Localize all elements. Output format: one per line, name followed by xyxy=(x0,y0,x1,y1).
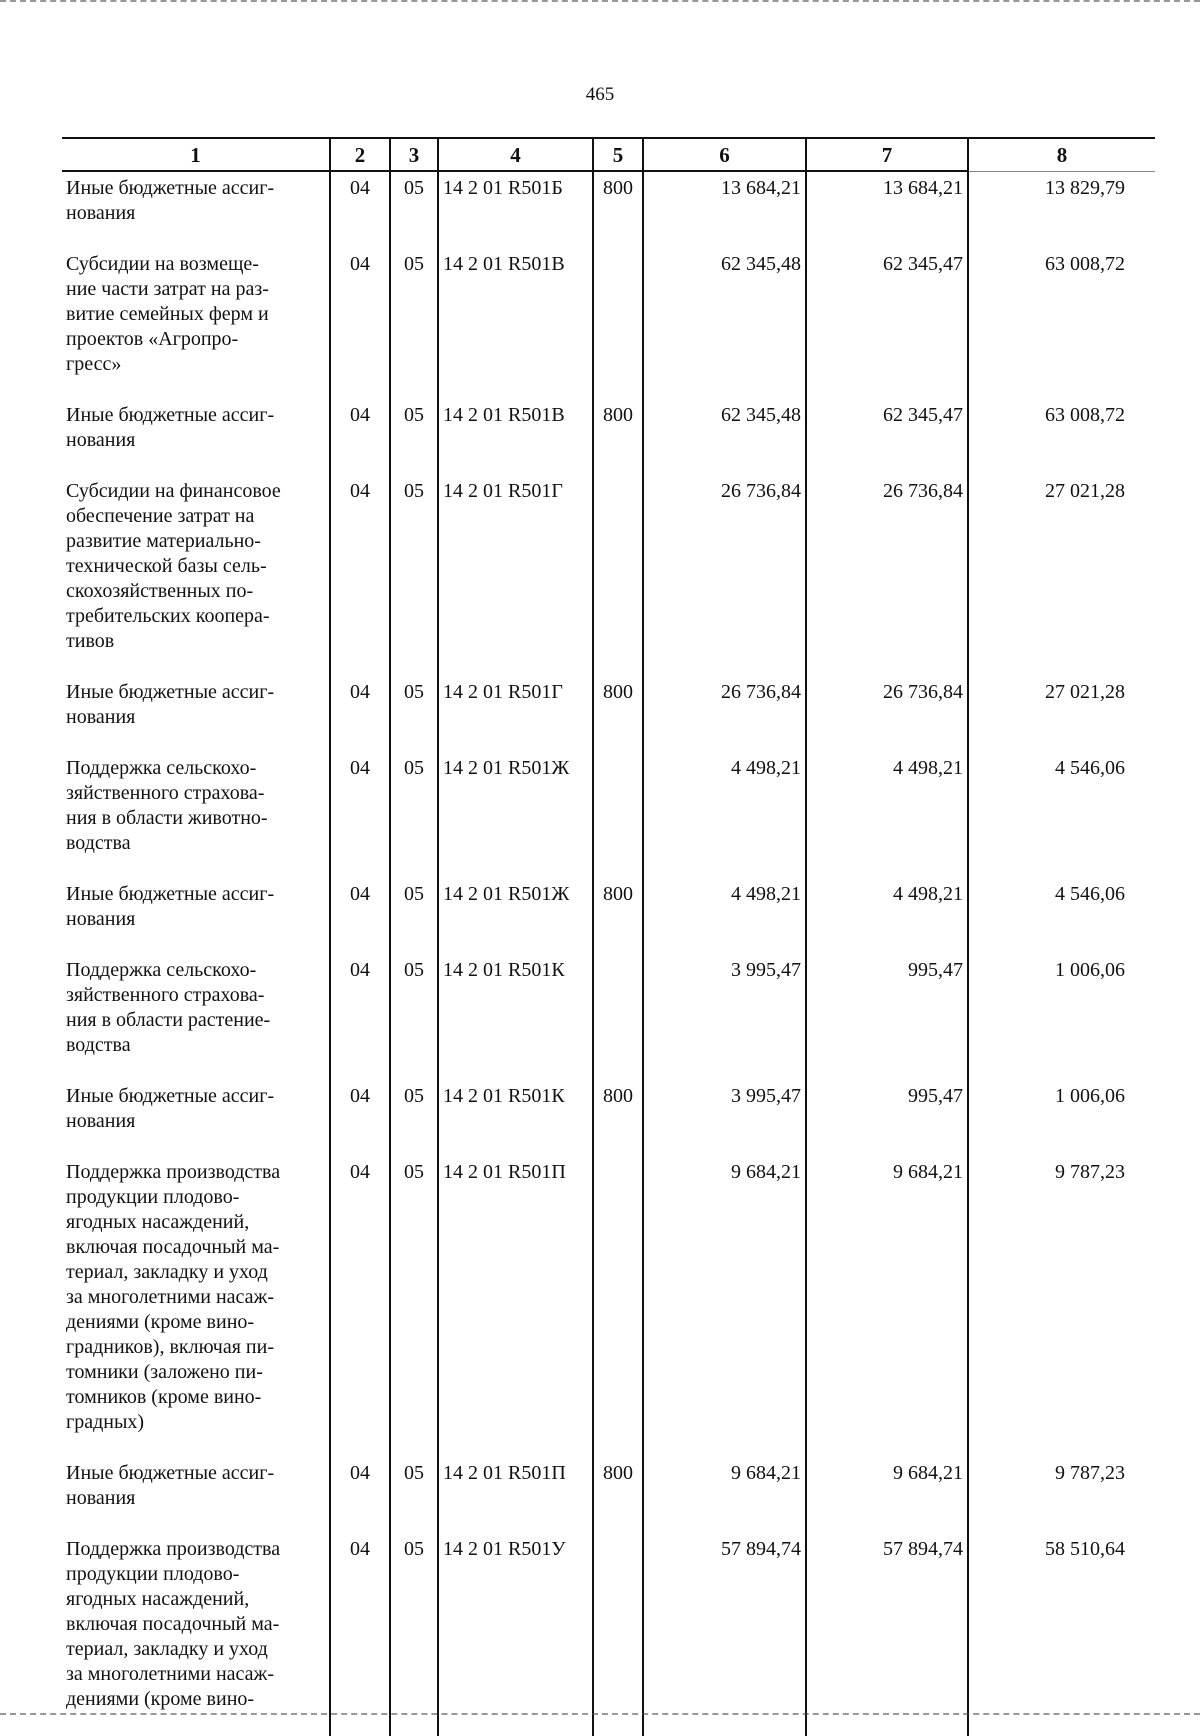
row-subsection: 05 xyxy=(390,878,438,954)
row-amount-7: 26 736,84 xyxy=(806,676,968,752)
row-description: Субсидии на возмеще- ние части затрат на раз- витие семейных ферм и проектов «Агропро- гресс» xyxy=(66,253,269,375)
row-target-code: 14 2 01 R501В xyxy=(438,248,593,399)
page-number: 465 xyxy=(585,84,615,105)
row-amount-7: 13 684,21 xyxy=(806,171,968,248)
row-subsection: 05 xyxy=(390,1533,438,1736)
row-section: 04 xyxy=(330,1080,390,1156)
row-amount-7: 4 498,21 xyxy=(806,752,968,878)
table-body xyxy=(62,171,1155,1736)
table-row xyxy=(62,475,1155,676)
row-section: 04 xyxy=(330,399,390,475)
row-expense-type xyxy=(593,1533,643,1736)
row-expense-type xyxy=(593,752,643,878)
row-amount-8: 9 787,23 xyxy=(968,1457,1155,1533)
row-target-code: 14 2 01 R501Г xyxy=(438,475,593,676)
row-amount-7: 62 345,47 xyxy=(806,399,968,475)
row-section: 04 xyxy=(330,475,390,676)
row-amount-7: 26 736,84 xyxy=(806,475,968,676)
row-target-code: 14 2 01 R501У xyxy=(438,1533,593,1736)
row-amount-6: 9 684,21 xyxy=(643,1457,806,1533)
row-subsection: 05 xyxy=(390,1156,438,1457)
row-description: Субсидии на финансовое обеспечение затрат на развитие материально- технической базы сель- скохозяйственных по- требительских коопера- тивов xyxy=(66,480,281,652)
row-amount-7: 62 345,47 xyxy=(806,248,968,399)
row-amount-6: 3 995,47 xyxy=(643,1080,806,1156)
row-expense-type xyxy=(593,1156,643,1457)
row-section: 04 xyxy=(330,248,390,399)
row-amount-8: 27 021,28 xyxy=(968,676,1155,752)
table-row xyxy=(62,752,1155,878)
row-section: 04 xyxy=(330,752,390,878)
table-row xyxy=(62,676,1155,752)
row-description: Иные бюджетные ассиг- нования xyxy=(66,681,275,728)
column-header-4: 4 xyxy=(438,138,593,171)
column-header-1: 1 xyxy=(62,138,330,171)
row-description: Иные бюджетные ассиг- нования xyxy=(66,883,275,930)
row-target-code: 14 2 01 R501П xyxy=(438,1156,593,1457)
row-subsection: 05 xyxy=(390,248,438,399)
row-amount-6: 4 498,21 xyxy=(643,878,806,954)
scan-top-edge xyxy=(0,0,1200,4)
row-expense-type: 800 xyxy=(593,878,643,954)
row-amount-8: 63 008,72 xyxy=(968,399,1155,475)
row-subsection: 05 xyxy=(390,752,438,878)
budget-table xyxy=(62,137,1155,1736)
row-expense-type: 800 xyxy=(593,171,643,248)
row-description: Иные бюджетные ассиг- нования xyxy=(66,177,275,224)
row-expense-type: 800 xyxy=(593,1457,643,1533)
row-amount-6: 13 684,21 xyxy=(643,171,806,248)
row-subsection: 05 xyxy=(390,171,438,248)
row-amount-7: 995,47 xyxy=(806,954,968,1080)
row-section: 04 xyxy=(330,1533,390,1736)
row-subsection: 05 xyxy=(390,676,438,752)
row-amount-8: 4 546,06 xyxy=(968,878,1155,954)
column-header-7: 7 xyxy=(806,138,968,171)
table-header xyxy=(62,138,1155,171)
column-header-8: 8 xyxy=(968,138,1155,171)
row-target-code: 14 2 01 R501К xyxy=(438,954,593,1080)
row-expense-type: 800 xyxy=(593,676,643,752)
row-amount-8: 58 510,64 xyxy=(968,1533,1155,1736)
row-expense-type xyxy=(593,248,643,399)
column-header-5: 5 xyxy=(593,138,643,171)
row-section: 04 xyxy=(330,171,390,248)
row-amount-6: 3 995,47 xyxy=(643,954,806,1080)
row-description: Поддержка сельскохо- зяйственного страхова- ния в области животно- водства xyxy=(66,757,268,854)
row-amount-6: 62 345,48 xyxy=(643,248,806,399)
row-section: 04 xyxy=(330,954,390,1080)
row-section: 04 xyxy=(330,676,390,752)
column-header-3: 3 xyxy=(390,138,438,171)
row-section: 04 xyxy=(330,878,390,954)
table-row xyxy=(62,1457,1155,1533)
row-target-code: 14 2 01 R501Б xyxy=(438,171,593,248)
row-description: Поддержка производства продукции плодово- ягодных насаждений, включая посадочный ма- териал, закладку и уход за многолетними насаж- дениями (кроме вино- градников), включая пи- томники (заложено пи- томников (кроме вино- градных) xyxy=(66,1161,281,1433)
table-row xyxy=(62,1080,1155,1156)
row-section: 04 xyxy=(330,1457,390,1533)
row-expense-type: 800 xyxy=(593,1080,643,1156)
row-amount-8: 9 787,23 xyxy=(968,1156,1155,1457)
row-subsection: 05 xyxy=(390,475,438,676)
table-row xyxy=(62,399,1155,475)
row-description: Иные бюджетные ассиг- нования xyxy=(66,1462,275,1509)
row-subsection: 05 xyxy=(390,954,438,1080)
row-target-code: 14 2 01 R501К xyxy=(438,1080,593,1156)
row-target-code: 14 2 01 R501Ж xyxy=(438,752,593,878)
row-description: Поддержка производства продукции плодово- ягодных насаждений, включая посадочный ма- териал, закладку и уход за многолетними насаж- дениями (кроме вино- xyxy=(66,1538,281,1710)
row-amount-7: 9 684,21 xyxy=(806,1457,968,1533)
row-expense-type xyxy=(593,954,643,1080)
table-row xyxy=(62,248,1155,399)
row-description: Иные бюджетные ассиг- нования xyxy=(66,404,275,451)
scan-bottom-edge xyxy=(0,1713,1200,1717)
row-amount-8: 4 546,06 xyxy=(968,752,1155,878)
row-amount-6: 4 498,21 xyxy=(643,752,806,878)
row-amount-7: 57 894,74 xyxy=(806,1533,968,1736)
table-row xyxy=(62,954,1155,1080)
row-amount-8: 63 008,72 xyxy=(968,248,1155,399)
row-description: Иные бюджетные ассиг- нования xyxy=(66,1085,275,1132)
row-amount-8: 27 021,28 xyxy=(968,475,1155,676)
row-amount-6: 26 736,84 xyxy=(643,676,806,752)
row-expense-type xyxy=(593,475,643,676)
row-target-code: 14 2 01 R501Г xyxy=(438,676,593,752)
row-amount-6: 57 894,74 xyxy=(643,1533,806,1736)
row-amount-7: 4 498,21 xyxy=(806,878,968,954)
table-row xyxy=(62,1533,1155,1736)
row-amount-8: 1 006,06 xyxy=(968,1080,1155,1156)
row-section: 04 xyxy=(330,1156,390,1457)
row-target-code: 14 2 01 R501Ж xyxy=(438,878,593,954)
header-row xyxy=(62,138,1155,171)
table-row xyxy=(62,171,1155,248)
budget-table-container xyxy=(62,137,1155,1736)
row-amount-8: 13 829,79 xyxy=(968,171,1155,248)
row-subsection: 05 xyxy=(390,1080,438,1156)
row-amount-7: 995,47 xyxy=(806,1080,968,1156)
row-subsection: 05 xyxy=(390,399,438,475)
row-amount-8: 1 006,06 xyxy=(968,954,1155,1080)
row-target-code: 14 2 01 R501В xyxy=(438,399,593,475)
row-target-code: 14 2 01 R501П xyxy=(438,1457,593,1533)
column-header-2: 2 xyxy=(330,138,390,171)
table-row xyxy=(62,1156,1155,1457)
row-expense-type: 800 xyxy=(593,399,643,475)
row-amount-7: 9 684,21 xyxy=(806,1156,968,1457)
row-description: Поддержка сельскохо- зяйственного страхова- ния в области растение- водства xyxy=(66,959,271,1056)
row-amount-6: 9 684,21 xyxy=(643,1156,806,1457)
table-row xyxy=(62,878,1155,954)
row-subsection: 05 xyxy=(390,1457,438,1533)
row-amount-6: 26 736,84 xyxy=(643,475,806,676)
column-header-6: 6 xyxy=(643,138,806,171)
row-amount-6: 62 345,48 xyxy=(643,399,806,475)
